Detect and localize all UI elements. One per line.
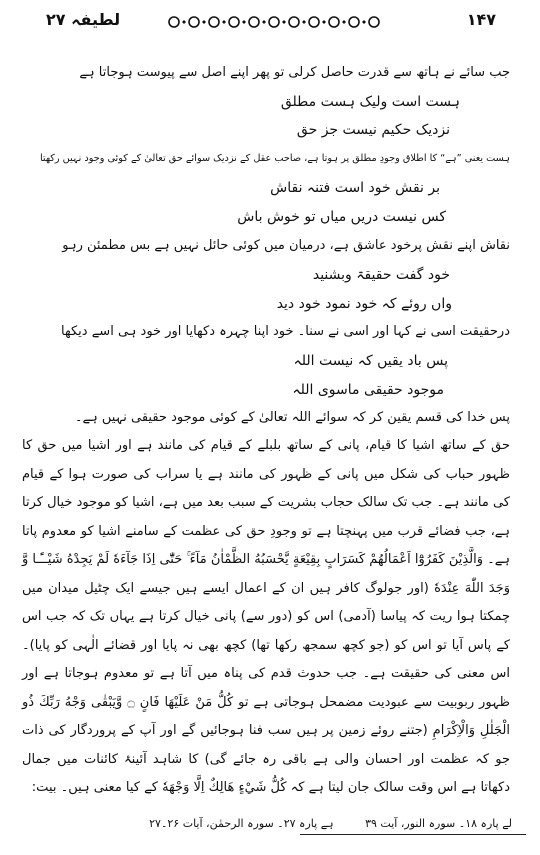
- couplet-1-line-2: نزدیک حکیم نیست جز حق: [296, 122, 450, 138]
- prose-line-5: پس خدا کی قسم یقین کر کہ سوائے اللہ تعالیٰ کے کوئی موجود حقیقی نہیں ہے۔: [74, 410, 510, 425]
- couplet-4-line-1: پس باد یقیں کہ نیست اللہ: [293, 353, 448, 369]
- footnote-2: ہے پارہ ۲۷۔ سورہ الرحمٰن، آیات ۲۶۔۲۷: [149, 817, 334, 830]
- section-title: لطیفہ ۲۷: [46, 10, 121, 29]
- footnote-1: لے پارہ ۱۸۔ سورہ النور، آیت ۳۹: [365, 817, 512, 830]
- prose-line-3: نقاش اپنے نقش پرخود عاشق ہے، درمیان میں کوئی حائل نہیں ہے بس مطمئن رہو: [62, 238, 510, 253]
- prose-line-4: درحقیقت اسی نے کہا اور اسی نے سنا۔ خود اپنا چہرہ دکھایا اور خود ہی اسے دیکھا: [61, 324, 510, 339]
- couplet-2-line-2: کس نیست دریں میاں تو خوش باش: [237, 209, 446, 225]
- header-ornament: [165, 12, 385, 32]
- couplet-1-line-1: ہست است ولیک ہست مطلق: [280, 94, 460, 110]
- couplet-4-line-2: موجود حقیقی ماسوی اللہ: [292, 382, 444, 398]
- prose-line-2: ہست یعنی ”ہے“ کا اطلاق وجودِ مطلق پر ہوتا ہے، صاحب عقل کے نزدیک سوائے حق تعالیٰ کے کوئی وجود نہیں رکھتا: [39, 153, 510, 164]
- main-paragraph: حق کے ساتھ اشیا کا قیام، پانی کے ساتھ بلبلے کے قیام کی مانند ہے اور اشیا میں حق کا ظہور حباب کی شکل میں پانی کے ظہور کی مانند ہے یا سراب کی صورت ہوا کے قیام کی مانند ہے۔ جب تک سالک حجاب بشریت کے سبب بعد میں ہے، اشیا کو موجود خیال کرتا ہے، جب فضائے قرب میں پہنچتا ہے تو وجودِ حق کی عظمت کے سامنے اشیا کو معدوم پاتا ہے۔ وَالَّذِیْنَ كَفَرُوْٓا اَعْمَالُهُمْ كَسَرَابٍ بِقِيْعَةٍ يَّحْسَبُهُ الظَّمْاٰنُ مَآءً ۚ حَتّٰٓى اِذَا جَآءَهٗ لَمْ يَجِدْهُ شَيْــًٔـا وَّ وَجَدَ اللّٰهَ عِنْدَهٗ (اور جولوگ کافر ہیں ان کے اعمال ایسے ہیں جیسے ایک چٹیل میدان میں چمکتا ہوا ریت کہ پیاسا (آدمی) اس کو (دور سے) پانی خیال کرتا ہے یہاں تک کہ جب اس کے پاس آیا تو اس کو (جو کچھ سمجھ رکھا تھا) کچھ بھی نہ پایا اور قضائے الٰہی کو پایا)۔ اس معنی کی حقیقت ہے۔ جب حدوث قدم کی پناہ میں آتا ہے تو معدوم ہوجاتا ہے اور ظہور ربوبیت سے عبودیت مضمحل ہوجاتی ہے تو كُلُّ مَنْ عَلَيْهَا فَانٍ ۝ وَّيَبْقٰى وَجْهُ رَبِّكَ ذُو الْجَلٰلِ وَالْاِكْرَامِ (جتنے روئے زمین پر ہیں سب فنا ہوجائیں گے اور آپ کے پروردگار کی ذات جو کہ عظمت اور احسان والی ہے باقی رہ جائے گی) کا شاہد آئینۂ کائنات میں جمال دکھاتا ہے اس وقت سالک جان لیتا ہے کہ كُلُّ شَيْءٍ هَالِكٌ اِلَّا وَجْهَهٗ کے کیا معنی ہیں۔ بیت:: [22, 438, 511, 795]
- couplet-2-line-1: بر نقش خود است فتنہ نقاش: [270, 180, 440, 196]
- couplet-3-line-1: خود گفت حقیقۃ وبشنید: [312, 267, 450, 283]
- footnote-divider: [300, 834, 526, 835]
- footnotes: [121, 817, 512, 830]
- couplet-3-line-2: واں روئے کہ خود نمود خود دید: [276, 296, 452, 312]
- page-number: ۱۴۷: [466, 10, 496, 29]
- intro-line: جب سائے نے ہاتھ سے قدرت حاصل کرلی تو پھر اپنے اصل سے پیوست ہوجاتا ہے: [79, 65, 510, 80]
